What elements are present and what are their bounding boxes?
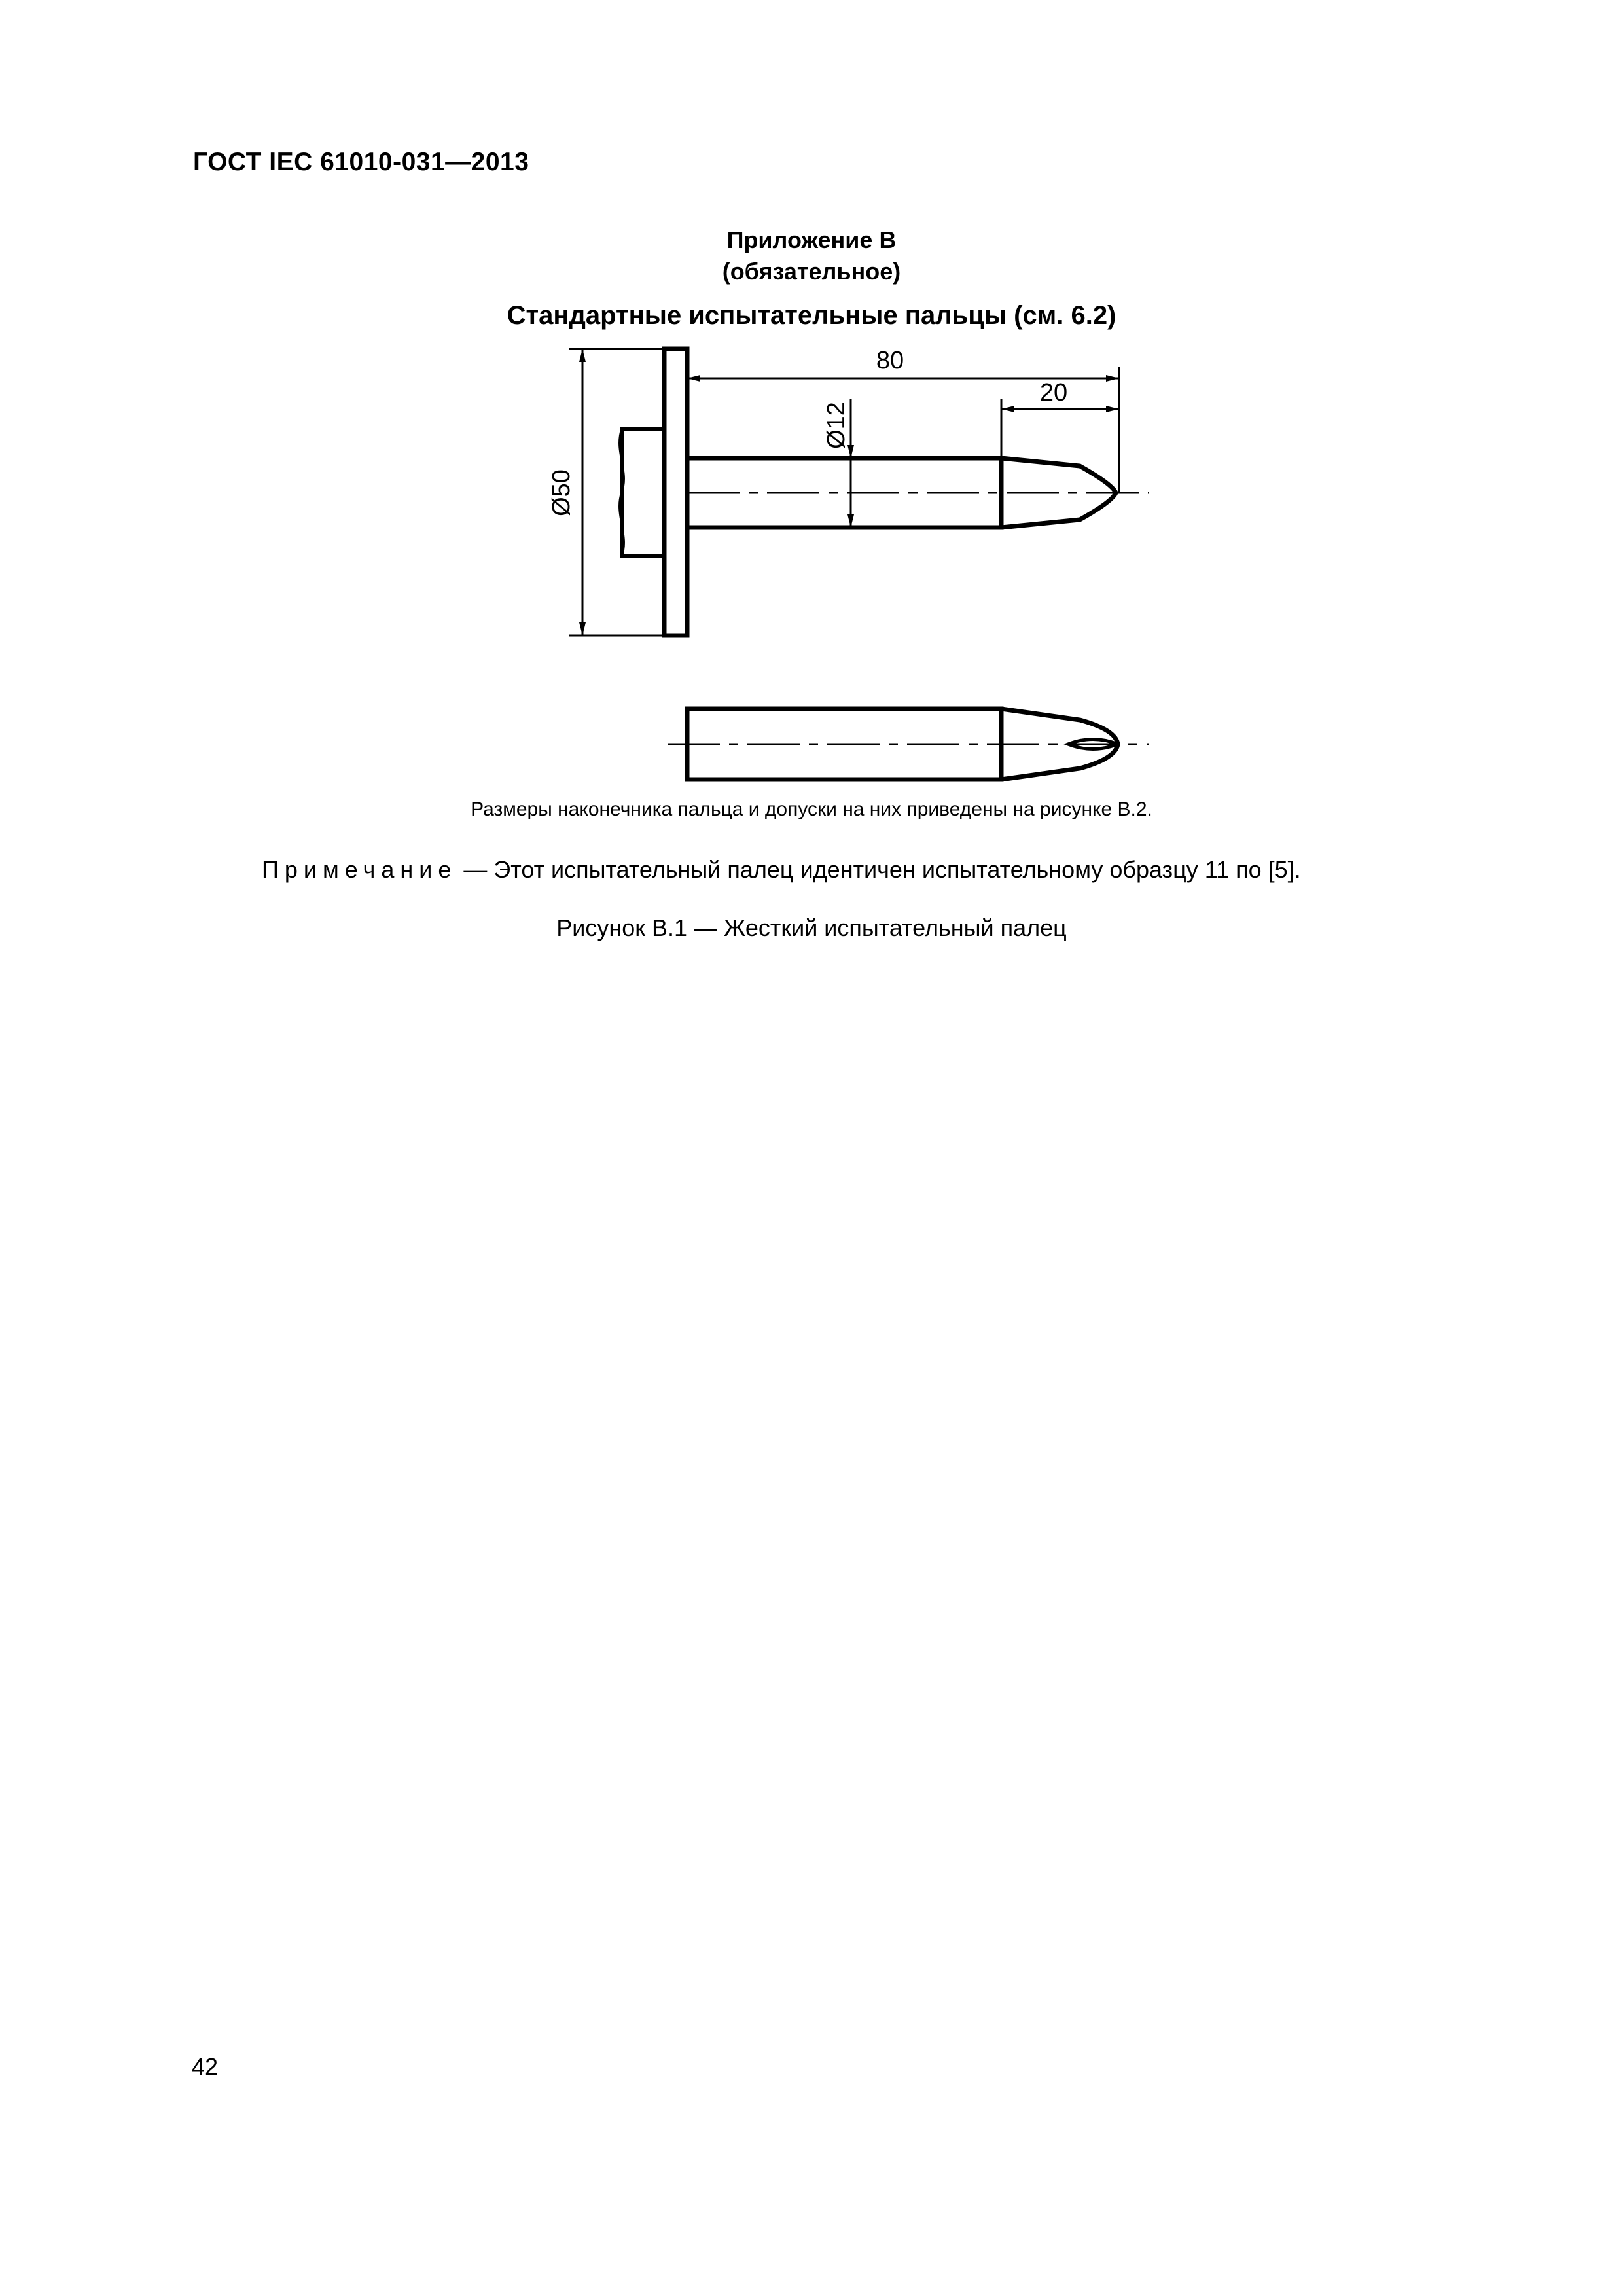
remark: [262, 856, 1301, 884]
tip-dimensions-note: Размеры наконечника пальца и допуски на них приведены на рисунке В.2.: [471, 798, 1152, 820]
appendix-kind: (обязательное): [722, 258, 901, 285]
appendix-title: Приложение В: [726, 226, 897, 253]
document-header: ГОСТ IEC 61010-031—2013: [193, 148, 529, 176]
flange: [664, 349, 687, 636]
remark-text: — Этот испытательный палец идентичен испытательному образцу 11 по [5].: [457, 856, 1301, 883]
plan-view: [668, 709, 1149, 780]
dimension-d50-label: Ø50: [548, 469, 575, 516]
remark-label: Примечание: [262, 856, 457, 883]
dimension-80-label: 80: [876, 347, 904, 374]
page-number: 42: [192, 2053, 219, 2080]
handle-stub: [622, 429, 664, 556]
dimension-20-label: 20: [1039, 379, 1068, 406]
figure-caption: Рисунок В.1 — Жесткий испытательный палец: [556, 914, 1067, 941]
figure-heading: Стандартные испытательные пальцы (см. 6.2): [507, 301, 1116, 330]
test-finger-drawing: [0, 0, 1623, 851]
dimension-d12-label: Ø12: [823, 402, 850, 449]
